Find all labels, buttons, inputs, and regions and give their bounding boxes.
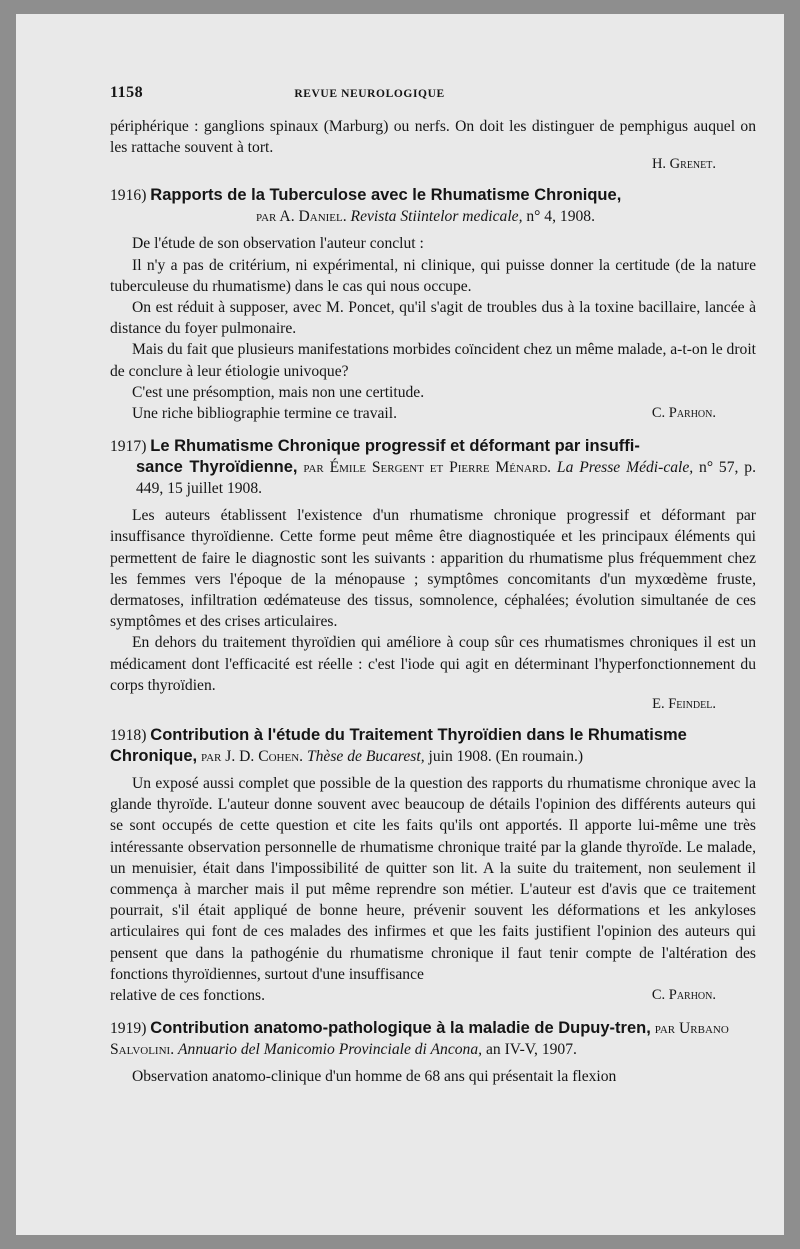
paragraph: De l'étude de son observation l'auteur conclut : (132, 235, 424, 253)
paragraph: Les auteurs établissent l'existence d'un rhumatisme chronique progressif et déformant par insuffisance thyroïdienne. Cette forme peut même être diagnostiquée et les principaux éléments qui permettent de faire le diagnostic sont les suivants : apparition du rhumatisme plus fréquemment chez les femmes vers l'époque de la ménopause ; symptômes concomitants d'un myxœdème fruste, dermatoses, infiltration œdémateuse des tissus, somnolence, céphalées; évolution simultanée de ces symptômes et des crises articulaires. (110, 507, 756, 631)
page-header (110, 84, 756, 102)
entry-signature: E. Feindel. (652, 696, 716, 713)
entry-number: 1917) (110, 438, 147, 456)
entry-heading (110, 1018, 756, 1060)
entry-heading (110, 436, 756, 499)
entry-title: Contribution à l'étude du Traitement Thyroïdien dans le Rhumatisme Chronique, (110, 726, 687, 766)
entry-source: La Presse Médi-cale, (556, 459, 694, 477)
entry-byline: par Émile Sergent et Pierre Ménard. (303, 459, 552, 477)
paragraph: On est réduit à supposer, avec M. Poncet, qu'il s'agit de troubles dus à la toxine bacillaire, lancée à distance du foyer pulmonaire. (110, 299, 756, 338)
entry-source: Thèse de Bucarest, (306, 748, 425, 766)
entry-title: Le Rhumatisme Chronique progressif et déformant par insuffi- (150, 437, 640, 456)
paragraph: relative de ces fonctions. (110, 987, 266, 1005)
entry-heading (110, 185, 756, 227)
paragraph: En dehors du traitement thyroïdien qui améliore à coup sûr ces rhumatismes chroniques il est un médicament dont l'efficacité est réelle : c'est l'iode qui agit en déterminant l'hyperfonctionnement du corps thyroïdien. (110, 634, 756, 694)
paragraph: Observation anatomo-clinique d'un homme de 68 ans qui présentait la flexion (132, 1068, 617, 1086)
entry-byline: par Urbano Salvolini. (110, 1020, 729, 1059)
page-number: 1158 (110, 84, 144, 101)
entry-number: 1918) (110, 727, 147, 745)
entry-details: n° 4, 1908. (526, 208, 595, 226)
entry-title-cont: sance Thyroïdienne, (136, 458, 298, 477)
entry-byline: par A. Daniel. (256, 208, 347, 226)
page-content (110, 84, 756, 1088)
entry-number: 1919) (110, 1020, 147, 1038)
paragraph: C'est une présomption, mais non une certitude. (132, 383, 425, 401)
entry-details: juin 1908. (En roumain.) (428, 748, 584, 766)
entry-signature: C. Parhon. (651, 987, 716, 1004)
entry-details: n° 57, p. 449, 15 juillet 1908. (136, 459, 756, 498)
closing-line (110, 985, 756, 1006)
journal-page (16, 14, 784, 1235)
paragraph: Mais du fait que plusieurs manifestations morbides coïncident chez un même malade, a-t-on le droit de conclure à leur étiologie univoque? (110, 341, 757, 380)
intro-text: périphérique : ganglions spinaux (Marburg) ou nerfs. On doit les distinguer de pemphigus auquel on les rattache souvent à tort. (110, 118, 756, 157)
entry-source: Revista Stiintelor medicale, (350, 208, 523, 226)
closing-line (110, 403, 756, 424)
entry-title: Contribution anatomo-pathologique à la maladie de Dupuy-tren, (150, 1019, 651, 1038)
entry-signature: C. Parhon. (651, 405, 716, 422)
entry-1919 (110, 1018, 756, 1087)
entry-byline: par J. D. Cohen. (200, 748, 304, 766)
entry-number: 1916) (110, 187, 147, 205)
intro-signature: H. Grenet. (651, 156, 716, 173)
entry-source: Annuario del Manicomio Provinciale di Ancona, (178, 1041, 483, 1059)
entry-title: Rapports de la Tuberculose avec le Rhumatisme Chronique, (150, 186, 622, 205)
paragraph: Un exposé aussi complet que possible de la question des rapports du rhumatisme chronique avec la glande thyroïde. L'auteur donne souvent avec beaucoup de détails l'opinion des différents auteurs qui se sont occupés de cette question et cite les faits qu'ils ont apportés. Il apporte lui-même une très intéressante observation personnelle de rhumatisme chronique traité par la glande thyroïde. Le malade, un menuisier, était dans l'impossibilité de quitter son lit. A la suite du traitement, non seulement il commença à marcher mais il put même reprendre son métier. L'auteur est d'avis que ce traitement pourrait, s'il était appliqué de bonne heure, prévenir souvent les déformations et les ankyloses articulaires qui font de ces malades des infirmes et que les faits justifient l'opinion des auteurs qui pensent que dans la pathogénie du rhumatisme chronique il faut tenir compte de l'altération des fonctions thyroïdiennes, surtout d'une insuffisance (110, 775, 756, 983)
entry-1918 (110, 725, 756, 1006)
entry-heading (110, 725, 756, 767)
paragraph: Une riche bibliographie termine ce travail. (132, 405, 397, 423)
paragraph: Il n'y a pas de critérium, ni expérimental, ni clinique, qui puisse donner la certitude (de la nature tuberculeuse du rhumatisme) dans le cas qui nous occupe. (110, 256, 756, 295)
running-title: REVUE NEUROLOGIQUE (294, 88, 445, 100)
entry-details: an IV-V, 1907. (485, 1041, 577, 1059)
entry-1917 (110, 436, 756, 713)
entry-1916 (110, 185, 756, 424)
